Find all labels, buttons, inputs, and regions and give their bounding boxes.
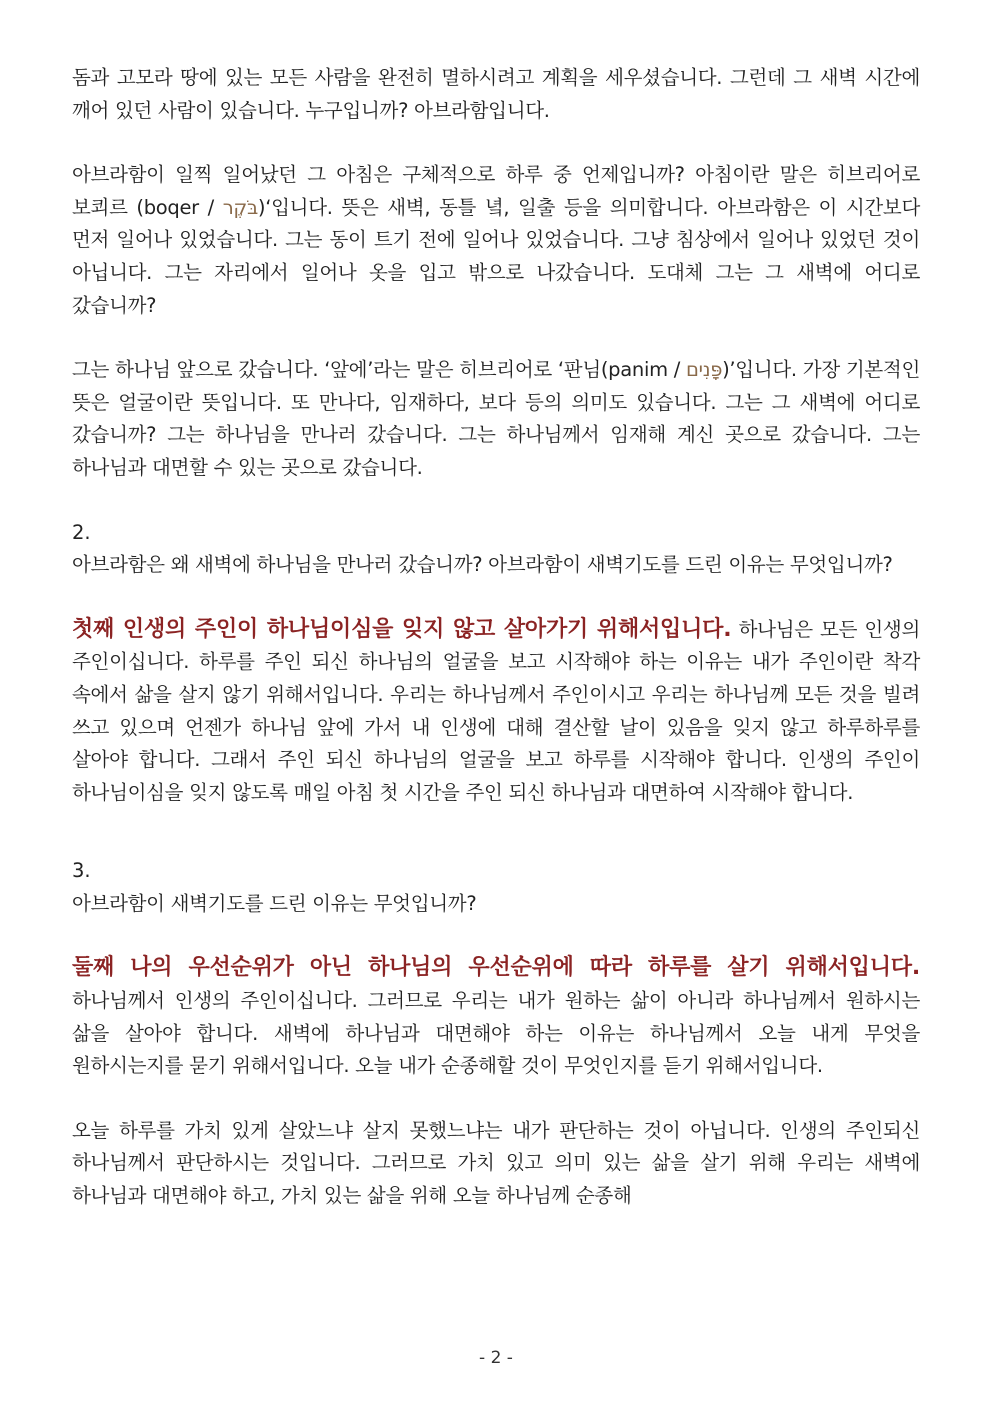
paragraph-boqer-text-2: )‘입니다. 뜻은 새벽, 동틀 녘, 일출 등을 의미합니다. 아브라함은 이 시간보다 먼저 일어나 있었습니다. 그는 동이 트기 전에 일어나 있었습니다. 그냥 침상에서 일어나 있었던 것이 아닙니다. 그는 자리에서 일어나 옷을 입고 밖으로 나갔습니다. 도대체 그는 그 새벽에 어디로 갔습니까?: [72, 195, 920, 317]
paragraph-panim-text-2: )’입니다. 가장 기본적인 뜻은 얼굴이란 뜻입니다. 또 만나다, 임재하다, 보다 등의 의미도 있습니다. 그는 그 새벽에 어디로 갔습니까? 그는 하나님을 만나러 갔습니다. 그는 하나님께서 임재해 계신 곳으로 갔습니다. 그는 하나님과 대면할 수 있는 곳으로 갔습니다.: [72, 358, 920, 479]
paragraph-panim-text-1: 그는 하나님 앞으로 갔습니다. ‘앞에’라는 말은 히브리어로 ‘판님(panim /: [72, 358, 686, 382]
hebrew-word-panim: פָּנִים: [686, 358, 723, 382]
document-page: [72, 62, 920, 1213]
paragraph-boqer-text-1: 아브라함이 일찍 일어났던 그 아침은 구체적으로 하루 중 언제입니까? 아침이란 말은 히브리어로 보쾨르 (boqer /: [72, 163, 920, 219]
section-3-question: 아브라함이 새벽기도를 드린 이유는 무엇입니까?: [72, 891, 477, 915]
section-2-question: 아브라함은 왜 새벽에 하나님을 만나러 갔습니까? 아브라함이 새벽기도를 드린 이유는 무엇입니까?: [72, 553, 893, 577]
page-number: - 2 -: [479, 1348, 513, 1368]
section-3-answer: [72, 952, 920, 1082]
paragraph-sodom: 돔과 고모라 땅에 있는 모든 사람을 완전히 멸하시려고 계획을 세우셨습니다. 그런데 그 새벽 시간에 깨어 있던 사람이 있습니다. 누구입니까? 아브라함입니다.: [72, 66, 920, 122]
paragraph-value-judgement: 오늘 하루를 가치 있게 살았느냐 살지 못했느냐는 내가 판단하는 것이 아닙니다. 인생의 주인되신 하나님께서 판단하시는 것입니다. 그러므로 가치 있고 의미 있는 삶을 살기 위해 우리는 새벽에 하나님과 대면해야 하고, 가치 있는 삶을 위해 오늘 하나님께 순종해: [72, 1118, 920, 1208]
paragraph-boqer: [72, 159, 920, 322]
section-2-answer: [72, 614, 920, 810]
section-number-2: 2.: [72, 520, 91, 544]
hebrew-word-boqer: בֹּקֶר: [222, 195, 258, 219]
section-3-body: 하나님께서 인생의 주인이십니다. 그러므로 우리는 내가 원하는 삶이 아니라 하나님께서 원하시는 삶을 살아야 합니다. 새벽에 하나님과 대면해야 하는 이유는 하나님께서 오늘 내게 무엇을 원하시는지를 묻기 위해서입니다. 오늘 내가 순종해할 것이 무엇인지를 듣기 위해서입니다.: [72, 989, 920, 1078]
section-3-emphasis: 둘째 나의 우선순위가 아닌 하나님의 우선순위에 따라 하루를 살기 위해서입니다.: [72, 955, 920, 981]
section-2-emphasis: 첫째 인생의 주인이 하나님이심을 잊지 않고 살아가기 위해서입니다.: [72, 616, 732, 642]
paragraph-panim: [72, 354, 920, 484]
section-2-body: 하나님은 모든 인생의 주인이십니다. 하루를 주인 되신 하나님의 얼굴을 보고 시작해야 하는 이유는 내가 주인이란 착각 속에서 삶을 살지 않기 위해서입니다. 우리는 하나님께서 주인이시고 우리는 하나님께 모든 것을 빌려 쓰고 있으며 언젠가 하나님 앞에 가서 내 인생에 대해 결산할 날이 있음을 잊지 않고 하루하루를 살아야 합니다. 그래서 주인 되신 하나님의 얼굴을 보고 하루를 시작해야 합니다. 인생의 주인이 하나님이심을 잊지 않도록 매일 아침 첫 시간을 주인 되신 하나님과 대면하여 시작해야 합니다.: [72, 617, 920, 804]
section-number-3: 3.: [72, 859, 91, 883]
